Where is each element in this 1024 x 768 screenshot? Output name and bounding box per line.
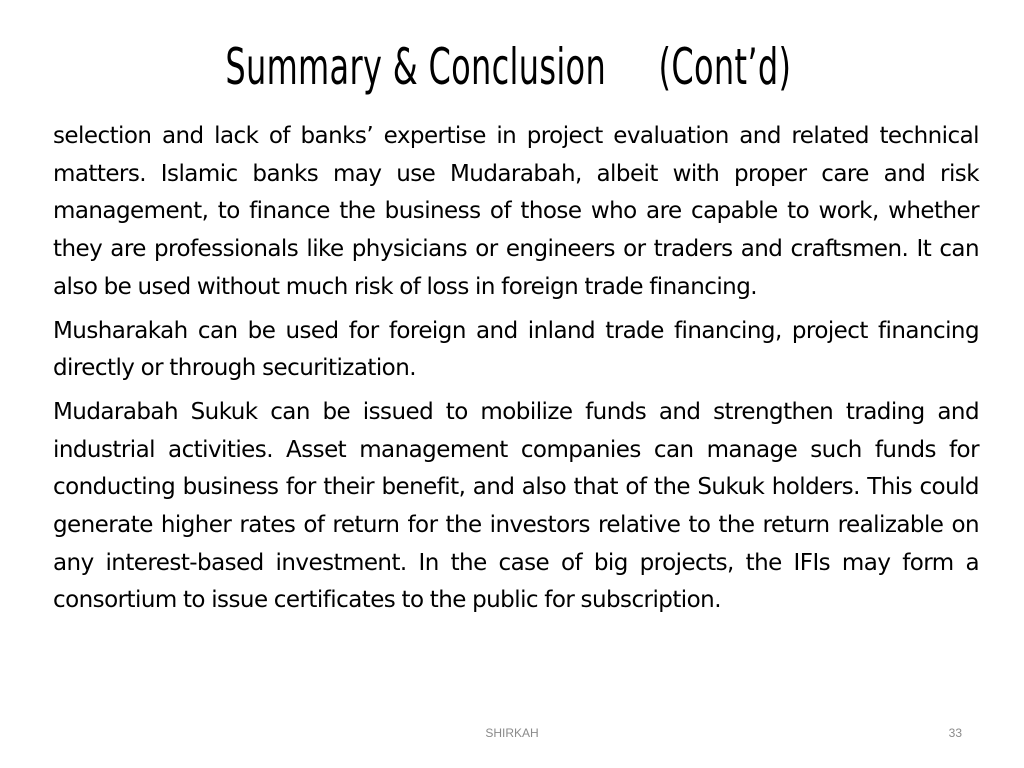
paragraph-musharakah: Musharakah can be used for foreign and inland trade financing, project financing directly or through securitization. bbox=[53, 317, 979, 382]
slide-footer: SHIRKAH bbox=[485, 726, 539, 740]
paragraph-mudarabah: selection and lack of banks’ expertise in project evaluation and related technical matters. Islamic banks may use Mudarabah, albeit with proper care and risk management, to finance the business of those who are capable to work, whether they are professionals like physicians or engineers or traders and craftsmen. It can also be used without much risk of loss in foreign trade financing. bbox=[53, 123, 979, 300]
paragraph-sukuk: Mudarabah Sukuk can be issued to mobilize funds and strengthen trading and industrial activities. Asset management companies can manage such funds for conducting business for their benefit, and also that of the Sukuk holders. This could generate higher rates of return for the investors relative to the return realizable on any interest-based investment. In the case of big projects, the IFIs may form a consortium to issue certificates to the public for subscription. bbox=[53, 398, 979, 614]
page-number: 33 bbox=[948, 726, 962, 740]
slide-title: Summary & Conclusion (Cont’d) bbox=[225, 38, 792, 96]
slide-body bbox=[53, 118, 979, 626]
